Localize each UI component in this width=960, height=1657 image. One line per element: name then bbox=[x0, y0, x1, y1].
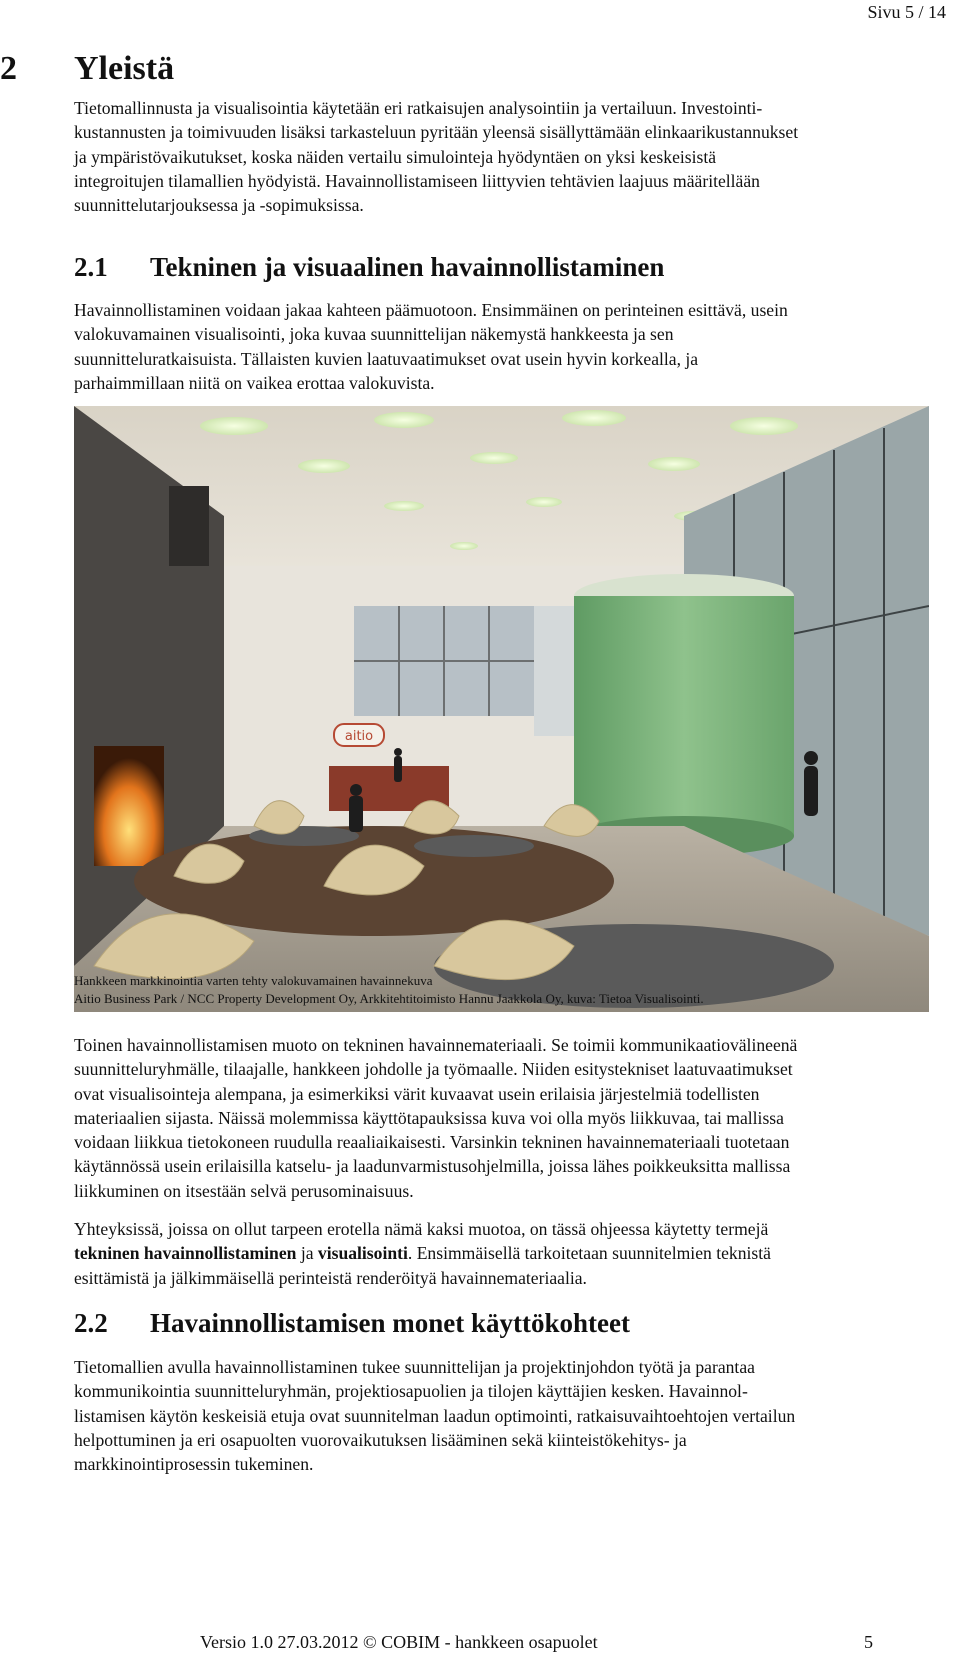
text-line: valokuvamainen visualisointi, joka kuvaa suunnittelijan näkemystä hankkeesta ja sen bbox=[74, 324, 674, 345]
text-line: kustannusten ja toimivuuden lisäksi tarkasteluun pyritään yleensä sisällyttämään elinkaarikustannukset bbox=[74, 122, 799, 143]
text-line: ja ympäristövaikutukset, koska näiden vertailu simulointeja hyödyntäen on yksi keskeisistä bbox=[74, 146, 717, 167]
paragraph-2-1 bbox=[74, 298, 942, 395]
subsection-title: Havainnollistamisen monet käyttökohteet bbox=[150, 1308, 631, 1338]
text-line: kommunikointia suunnitteluryhmän, projektiosapuolien ja tilojen käyttäjien kesken. Havainnol- bbox=[74, 1381, 748, 1402]
section-number: 2 bbox=[0, 50, 17, 87]
image-caption bbox=[74, 972, 704, 1008]
subsection-number: 2.2 bbox=[74, 1308, 108, 1338]
text-line: integroitujen tilamallien hyödyistä. Havainnollistamiseen liittyvien tehtävien laajuus määritellään bbox=[74, 170, 760, 191]
text-line: markkinointiprosessin tukeminen. bbox=[74, 1454, 314, 1475]
section-title: Yleistä bbox=[74, 50, 175, 87]
text-line: Toinen havainnollistamisen muoto on tekninen havainnemateriaali. Se toimii kommunikaatiovälineenä bbox=[74, 1035, 798, 1055]
subsection-number: 2.1 bbox=[74, 252, 108, 282]
text-line: suunnitteluryhmälle, tilaajalle, hankkeen johdolle ja työmaalle. Niiden esitystekniset laatuvaatimukset bbox=[74, 1059, 793, 1080]
caption-line: Hankkeen markkinointia varten tehty valokuvamainen havainnekuva bbox=[74, 973, 433, 988]
text-line: parhaimmillaan niitä on vaikea erottaa valokuvista. bbox=[74, 372, 435, 393]
text-line: voidaan liikkua tietokoneen ruudulla reaaliaikaisesti. Varsinkin tekninen havainnemateriaali tuotetaan bbox=[74, 1132, 790, 1153]
paragraph-technical bbox=[74, 1033, 942, 1203]
term-visualisation: visualisointi bbox=[317, 1243, 408, 1264]
subsection-heading-2-1 bbox=[74, 252, 664, 283]
lobby-rendering-image bbox=[74, 406, 929, 1012]
text-line: Tietomallinnusta ja visualisointia käytetään eri ratkaisujen analysointiin ja vertailuun. Investointi- bbox=[74, 98, 763, 118]
page-indicator: Sivu 5 / 14 bbox=[867, 2, 946, 22]
text-line: Havainnollistaminen voidaan jakaa kahteen päämuotoon. Ensimmäinen on perinteinen esittävä, usein bbox=[74, 300, 788, 320]
paragraph-2-2 bbox=[74, 1355, 942, 1476]
text-line: Tietomallien avulla havainnollistaminen tukee suunnittelijan ja projektinjohdon työtä ja parantaa bbox=[74, 1357, 755, 1377]
caption-line: Aitio Business Park / NCC Property Development Oy, Arkkitehtitoimisto Hannu Jaakkola Oy, kuva: Tietoa Visualisointi. bbox=[74, 991, 704, 1006]
text-line: Yhteyksissä, joissa on ollut tarpeen erotella nämä kaksi muotoa, on tässä ohjeessa käytetty termejä bbox=[74, 1219, 769, 1239]
footer-page-number: 5 bbox=[864, 1632, 873, 1652]
text-line: liikkuminen on itsestään selvä perusominaisuus. bbox=[74, 1180, 414, 1201]
text-fragment: . Ensimmäisellä tarkoitetaan suunnitelmien teknistä bbox=[407, 1243, 771, 1264]
text-line: käytännössä usein erilaisilla katselu- ja laadunvarmistusohjelmilla, joissa lähes poikkeuksitta mallissa bbox=[74, 1156, 791, 1177]
subsection-title: Tekninen ja visuaalinen havainnollistaminen bbox=[150, 252, 665, 282]
text-line: materiaalien sijasta. Näissä molemmissa käyttötapauksissa kuva voi olla myös liikkuvaa, tai mallissa bbox=[74, 1107, 784, 1128]
aitio-logo: aitio bbox=[344, 729, 374, 744]
term-technical: tekninen havainnollistaminen bbox=[74, 1243, 297, 1264]
text-line-with-terms bbox=[74, 1241, 942, 1265]
paragraph-terms bbox=[74, 1217, 942, 1290]
term-joiner: ja bbox=[296, 1243, 318, 1264]
text-line: esittämistä ja jälkimmäisellä perinteistä renderöityä havainnemateriaalia. bbox=[74, 1267, 587, 1288]
text-line: helpottuminen ja eri osapuolten vuorovaikutuksen lisääminen sekä kiinteistökehitys- ja bbox=[74, 1429, 687, 1450]
subsection-heading-2-2 bbox=[74, 1308, 630, 1339]
footer-text: Versio 1.0 27.03.2012 © COBIM - hankkeen osapuolet bbox=[200, 1632, 598, 1652]
text-line: listamisen käytön keskeisiä etuja ovat suunnitelman laadun optimointi, ratkaisuvaihtoehtojen vertailun bbox=[74, 1405, 796, 1426]
text-line: ovat visualisointeja alempana, ja esimerkiksi värit kuvaavat usein erilaisia järjestelmiä todellisten bbox=[74, 1083, 760, 1104]
intro-paragraph bbox=[74, 96, 942, 217]
text-line: suunnittelutarjouksessa ja -sopimuksissa. bbox=[74, 195, 364, 216]
text-line: suunnitteluratkaisuista. Tällaisten kuvien laatuvaatimukset ovat usein hyvin korkealla, ja bbox=[74, 348, 699, 369]
